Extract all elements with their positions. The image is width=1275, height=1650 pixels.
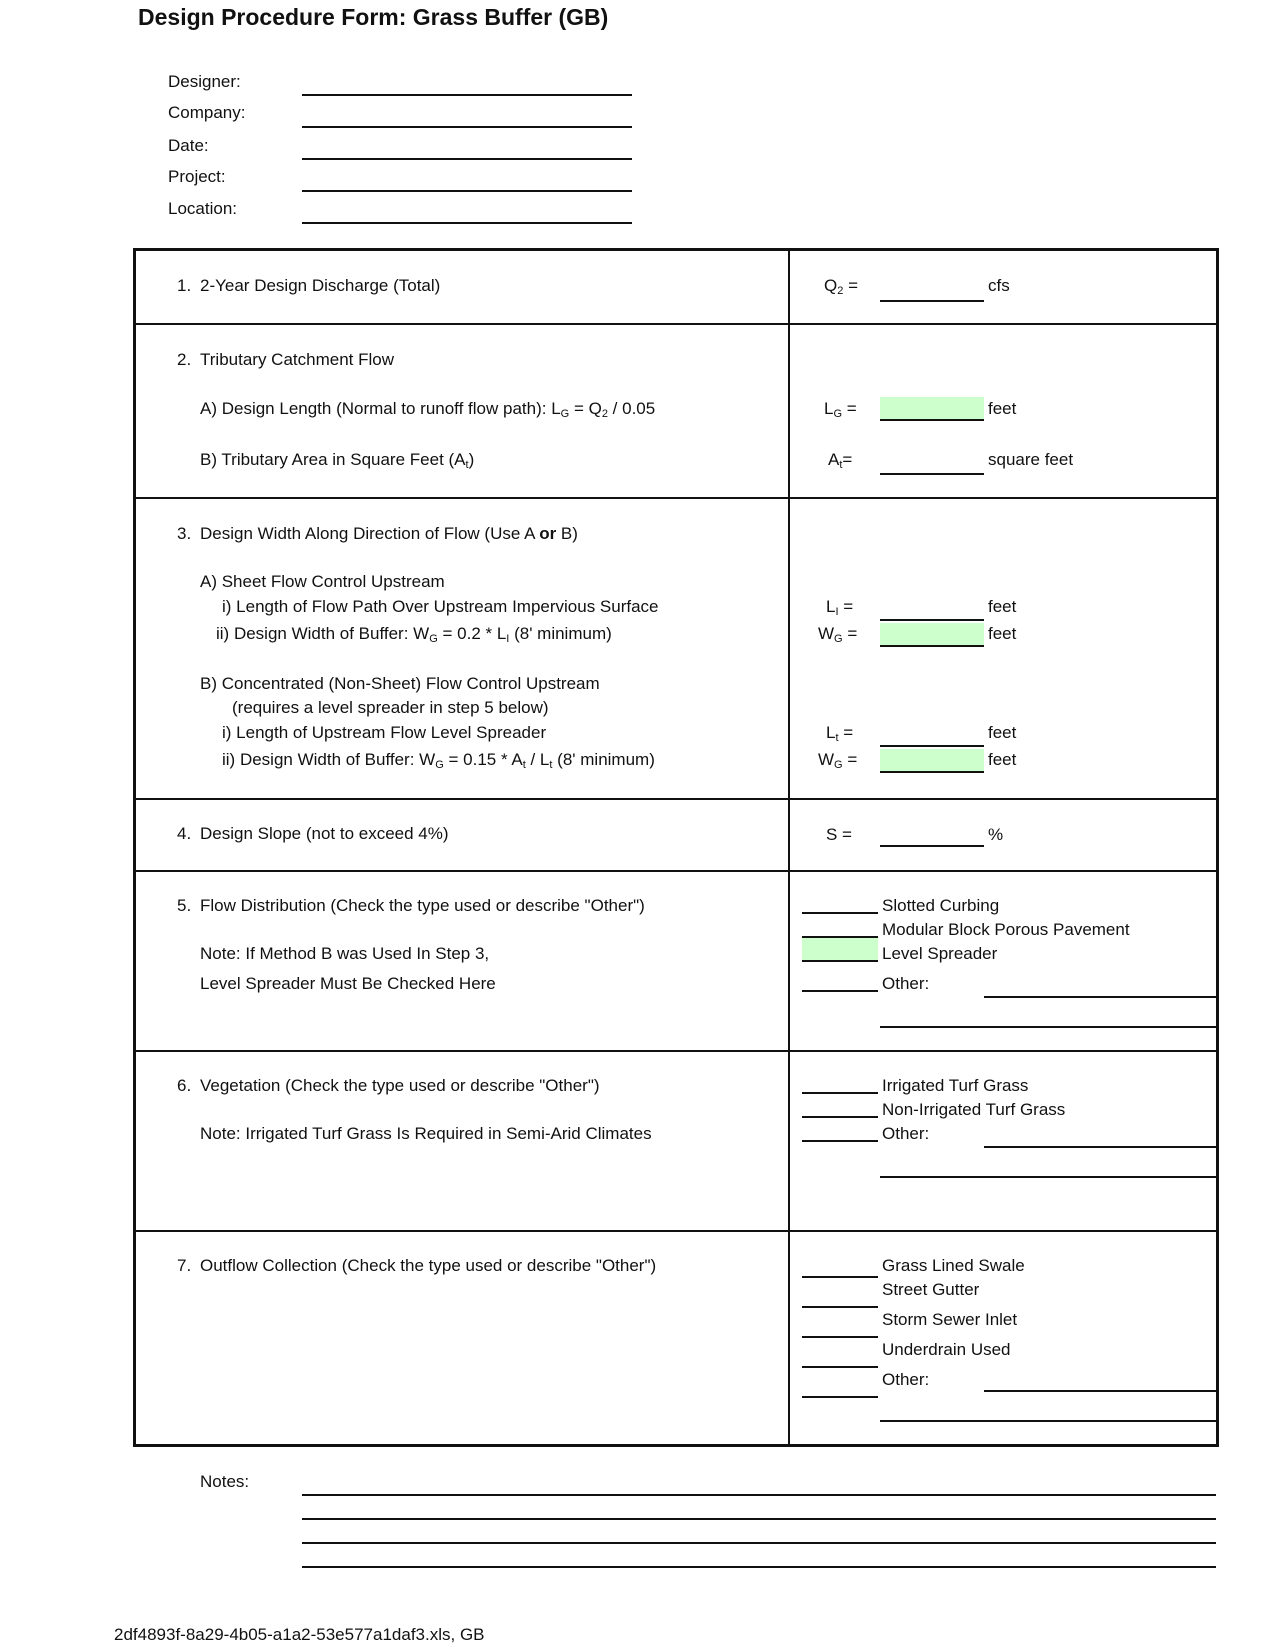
section-5-note-line1: Note: If Method B was Used In Step 3, [200, 944, 490, 963]
spreader-length-label: i) Length of Upstream Flow Level Spreader [222, 723, 547, 742]
option-other-flow: Other: [882, 974, 930, 993]
checkbox-other-vegetation[interactable] [802, 1118, 878, 1142]
q2-unit: cfs [988, 276, 1010, 295]
option-modular-block: Modular Block Porous Pavement [882, 920, 1130, 939]
li-unit: feet [988, 597, 1017, 616]
section-7-label: Outflow Collection (Check the type used or describe "Other") [200, 1256, 657, 1275]
option-other-outflow: Other: [882, 1370, 930, 1389]
notes-label: Notes: [200, 1472, 250, 1491]
checkbox-slotted-curbing[interactable] [802, 890, 878, 914]
slope-field[interactable] [880, 823, 984, 847]
project-label: Project: [168, 167, 226, 186]
li-var-label: $L_I$ = [826, 597, 854, 618]
lt-unit: feet [988, 723, 1017, 742]
option-non-irrigated-turf: Non-Irrigated Turf Grass [882, 1100, 1066, 1119]
sheet-flow-heading: A) Sheet Flow Control Upstream [200, 572, 445, 591]
tributary-area-label: B) Tributary Area in Square Feet $(A_t)$ [200, 450, 475, 471]
wg-concentrated-var-label: $W_G$ = [818, 750, 858, 771]
option-slotted-curbing: Slotted Curbing [882, 896, 1000, 915]
row-divider [133, 1050, 1219, 1052]
section-5-note-line2: Level Spreader Must Be Checked Here [200, 974, 496, 993]
at-unit: square feet [988, 450, 1074, 469]
footer-filename: 2df4893f-8a29-4b05-a1a2-53e577a1daf3.xls, GB [114, 1625, 485, 1644]
other-outflow-field[interactable] [984, 1368, 1218, 1392]
section-1-label: 2-Year Design Discharge (Total) [200, 276, 441, 295]
row-divider [133, 798, 1219, 800]
option-level-spreader: Level Spreader [882, 944, 998, 963]
checkbox-other-flow[interactable] [802, 968, 878, 992]
date-label: Date: [168, 136, 209, 155]
location-label: Location: [168, 199, 237, 218]
row-divider [133, 497, 1219, 499]
section-3-number: 3. [177, 524, 192, 543]
wg-concentrated-field[interactable] [880, 749, 984, 773]
section-2-number: 2. [177, 350, 192, 369]
designer-field[interactable] [302, 72, 632, 96]
row-divider [133, 870, 1219, 872]
section-6-note: Note: Irrigated Turf Grass Is Required in Semi-Arid Climates [200, 1124, 652, 1143]
checkbox-grass-lined-swale[interactable] [802, 1254, 878, 1278]
sheet-width-label: ii) Design Width of Buffer: $W_G = 0.2 * L_I$ (8' minimum) [216, 624, 612, 645]
other-vegetation-field[interactable] [984, 1124, 1218, 1148]
notes-line-3[interactable] [302, 1520, 1216, 1544]
concentrated-flow-heading: B) Concentrated (Non-Sheet) Flow Control Upstream [200, 674, 600, 693]
section-5-label: Flow Distribution (Check the type used or describe "Other") [200, 896, 645, 915]
slope-unit: % [988, 825, 1004, 844]
lg-unit: feet [988, 399, 1017, 418]
option-grass-lined-swale: Grass Lined Swale [882, 1256, 1025, 1275]
page-title: Design Procedure Form: Grass Buffer (GB) [138, 4, 609, 30]
other-flow-field[interactable] [984, 974, 1218, 998]
checkbox-non-irrigated-turf[interactable] [802, 1094, 878, 1118]
checkbox-irrigated-turf[interactable] [802, 1070, 878, 1094]
at-var-label: $A_t=$ [828, 450, 853, 471]
option-underdrain-used: Underdrain Used [882, 1340, 1011, 1359]
company-label: Company: [168, 103, 246, 122]
location-field[interactable] [302, 200, 632, 224]
project-field[interactable] [302, 168, 632, 192]
checkbox-underdrain-used[interactable] [802, 1344, 878, 1368]
option-irrigated-turf: Irrigated Turf Grass [882, 1076, 1029, 1095]
checkbox-street-gutter[interactable] [802, 1284, 878, 1308]
design-length-label: A) Design Length (Normal to runoff flow path): $L_G = Q_2 / 0.05$ [200, 399, 656, 420]
li-field[interactable] [880, 597, 984, 621]
column-divider [788, 248, 790, 1447]
option-street-gutter: Street Gutter [882, 1280, 980, 1299]
lt-field[interactable] [880, 723, 984, 747]
section-3-label: Design Width Along Direction of Flow (Use A or B) [200, 524, 578, 543]
option-storm-sewer-inlet: Storm Sewer Inlet [882, 1310, 1018, 1329]
checkbox-other-outflow[interactable] [802, 1374, 878, 1398]
section-4-label: Design Slope (not to exceed 4%) [200, 824, 449, 843]
section-6-label: Vegetation (Check the type used or describe "Other") [200, 1076, 600, 1095]
section-1-number: 1. [177, 276, 192, 295]
lg-field[interactable] [880, 397, 984, 421]
section-2-label: Tributary Catchment Flow [200, 350, 394, 369]
checkbox-storm-sewer-inlet[interactable] [802, 1314, 878, 1338]
wg-concentrated-unit: feet [988, 750, 1017, 769]
at-field[interactable] [880, 451, 984, 475]
other-outflow-field-2[interactable] [880, 1398, 1218, 1422]
checkbox-level-spreader[interactable] [802, 938, 878, 962]
notes-line-4[interactable] [302, 1544, 1216, 1568]
other-flow-field-2[interactable] [880, 1004, 1218, 1028]
row-divider [133, 1230, 1219, 1232]
lg-var-label: $L_G$ = [824, 399, 857, 420]
wg-sheet-var-label: $W_G$ = [818, 624, 858, 645]
q2-var-label: $Q_2$ = [824, 276, 859, 297]
notes-line-2[interactable] [302, 1496, 1216, 1520]
company-field[interactable] [302, 104, 632, 128]
designer-label: Designer: [168, 72, 241, 91]
section-5-number: 5. [177, 896, 192, 915]
checkbox-modular-block[interactable] [802, 914, 878, 938]
row-divider [133, 323, 1219, 325]
section-6-number: 6. [177, 1076, 192, 1095]
notes-line-1[interactable] [302, 1472, 1216, 1496]
section-7-number: 7. [177, 1256, 192, 1275]
wg-sheet-field[interactable] [880, 623, 984, 647]
lt-var-label: $L_t$ = [826, 723, 854, 744]
section-4-number: 4. [177, 824, 192, 843]
other-vegetation-field-2[interactable] [880, 1154, 1218, 1178]
q2-field[interactable] [880, 278, 984, 302]
s-var-label: S = [826, 825, 852, 844]
flow-path-length-label: i) Length of Flow Path Over Upstream Impervious Surface [222, 597, 659, 616]
option-other-vegetation: Other: [882, 1124, 930, 1143]
level-spreader-note: (requires a level spreader in step 5 below) [232, 698, 549, 717]
concentrated-width-label: ii) Design Width of Buffer: $W_G = 0.15 * A_t / L_t$ (8' minimum) [222, 750, 655, 771]
date-field[interactable] [302, 136, 632, 160]
wg-sheet-unit: feet [988, 624, 1017, 643]
